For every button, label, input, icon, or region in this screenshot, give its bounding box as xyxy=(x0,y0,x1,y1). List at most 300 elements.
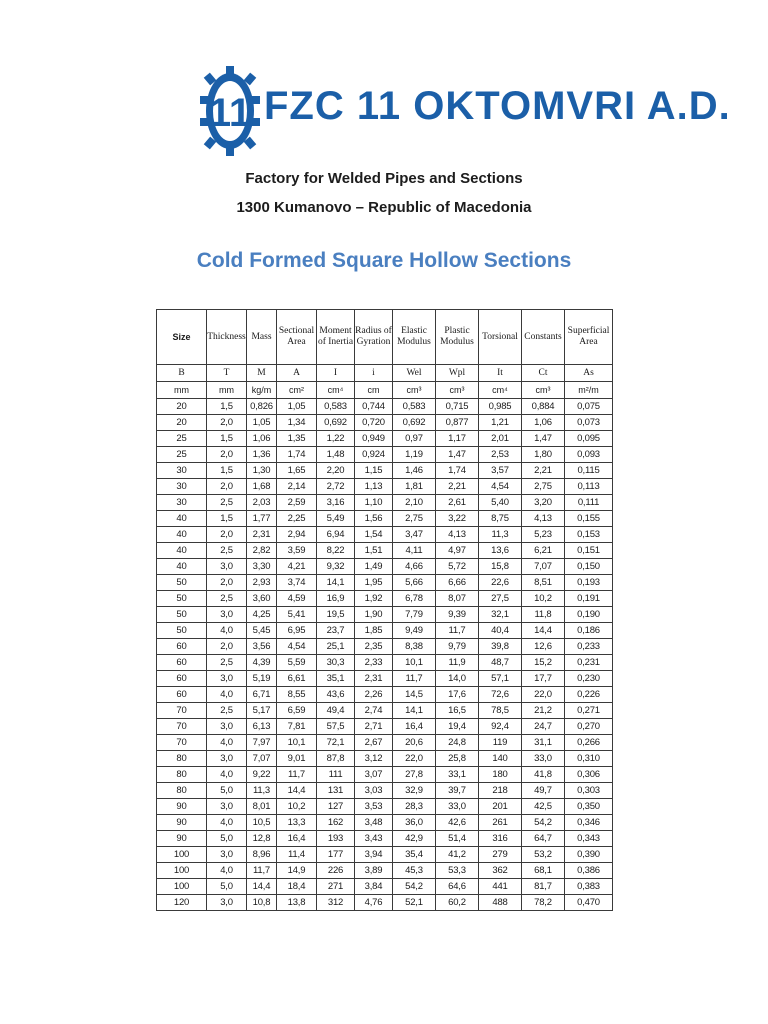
table-cell: 0,97 xyxy=(393,431,436,447)
table-row xyxy=(157,847,613,863)
table-cell: 0,720 xyxy=(355,415,393,431)
table-cell: 14,0 xyxy=(436,671,479,687)
table-cell: 16,9 xyxy=(317,591,355,607)
table-cell: 0,113 xyxy=(565,479,613,495)
table-row xyxy=(157,543,613,559)
table-row xyxy=(157,863,613,879)
table-cell: 41,8 xyxy=(522,767,565,783)
table-cell: 87,8 xyxy=(317,751,355,767)
table-cell: 41,2 xyxy=(436,847,479,863)
table-cell: 4,0 xyxy=(207,623,247,639)
table-cell: 1,65 xyxy=(277,463,317,479)
table-cell: 8,51 xyxy=(522,575,565,591)
table-cell: 10,1 xyxy=(277,735,317,751)
table-cell: 2,59 xyxy=(277,495,317,511)
table-cell: 70 xyxy=(157,703,207,719)
table-cell: 11,9 xyxy=(436,655,479,671)
table-cell: 20 xyxy=(157,415,207,431)
table-cell: 3,0 xyxy=(207,607,247,623)
table-cell: 1,51 xyxy=(355,543,393,559)
table-cell: 78,5 xyxy=(479,703,522,719)
table-cell: 17,6 xyxy=(436,687,479,703)
table-cell: 27,8 xyxy=(393,767,436,783)
table-cell: 53,3 xyxy=(436,863,479,879)
table-cell: 6,21 xyxy=(522,543,565,559)
table-cell: 1,48 xyxy=(317,447,355,463)
unit-cell: mm xyxy=(157,382,207,399)
table-cell: 0,346 xyxy=(565,815,613,831)
table-row xyxy=(157,463,613,479)
table-cell: 9,39 xyxy=(436,607,479,623)
table-cell: 441 xyxy=(479,879,522,895)
table-cell: 1,13 xyxy=(355,479,393,495)
table-cell: 3,43 xyxy=(355,831,393,847)
company-address: 1300 Kumanovo – Republic of Macedonia xyxy=(236,199,532,216)
table-cell: 5,17 xyxy=(247,703,277,719)
table-row xyxy=(157,671,613,687)
table-cell: 14,1 xyxy=(317,575,355,591)
unit-cell: cm³ xyxy=(436,382,479,399)
symbol-cell: Wel xyxy=(393,365,436,382)
table-cell: 5,19 xyxy=(247,671,277,687)
symbol-cell: B xyxy=(157,365,207,382)
table-cell: 33,0 xyxy=(522,751,565,767)
table-cell: 10,1 xyxy=(393,655,436,671)
table-cell: 39,7 xyxy=(436,783,479,799)
table-cell: 81,7 xyxy=(522,879,565,895)
table-cell: 13,6 xyxy=(479,543,522,559)
table-cell: 64,7 xyxy=(522,831,565,847)
symbol-cell: i xyxy=(355,365,393,382)
table-cell: 1,34 xyxy=(277,415,317,431)
table-cell: 7,07 xyxy=(247,751,277,767)
table-row xyxy=(157,431,613,447)
table-cell: 1,05 xyxy=(247,415,277,431)
page-title: Cold Formed Square Hollow Sections xyxy=(196,249,572,272)
unit-cell: cm xyxy=(355,382,393,399)
table-cell: 4,25 xyxy=(247,607,277,623)
table-row xyxy=(157,559,613,575)
table-cell: 5,49 xyxy=(317,511,355,527)
symbol-cell: Ct xyxy=(522,365,565,382)
table-cell: 4,0 xyxy=(207,687,247,703)
table-cell: 0,231 xyxy=(565,655,613,671)
table-cell: 72,6 xyxy=(479,687,522,703)
table-cell: 3,84 xyxy=(355,879,393,895)
symbol-cell: A xyxy=(277,365,317,382)
table-cell: 3,48 xyxy=(355,815,393,831)
table-cell: 0,303 xyxy=(565,783,613,799)
table-cell: 6,66 xyxy=(436,575,479,591)
table-cell: 11,8 xyxy=(522,607,565,623)
table-cell: 1,49 xyxy=(355,559,393,575)
table-cell: 4,0 xyxy=(207,735,247,751)
unit-cell: mm xyxy=(207,382,247,399)
table-row xyxy=(157,703,613,719)
table-cell: 16,5 xyxy=(436,703,479,719)
table-cell: 51,4 xyxy=(436,831,479,847)
table-cell: 9,32 xyxy=(317,559,355,575)
company-logo xyxy=(200,64,731,164)
table-cell: 40 xyxy=(157,527,207,543)
table-cell: 18,4 xyxy=(277,879,317,895)
table-cell: 9,79 xyxy=(436,639,479,655)
table-cell: 4,0 xyxy=(207,815,247,831)
table-cell: 25,8 xyxy=(436,751,479,767)
table-cell: 488 xyxy=(479,895,522,911)
table-cell: 3,22 xyxy=(436,511,479,527)
table-cell: 0,155 xyxy=(565,511,613,527)
table-cell: 1,46 xyxy=(393,463,436,479)
table-cell: 24,7 xyxy=(522,719,565,735)
table-row xyxy=(157,447,613,463)
table-cell: 100 xyxy=(157,879,207,895)
table-cell: 52,1 xyxy=(393,895,436,911)
table-cell: 1,5 xyxy=(207,511,247,527)
header-cell: Elastic Modulus xyxy=(393,310,436,365)
table-cell: 4,21 xyxy=(277,559,317,575)
table-cell: 14,4 xyxy=(277,783,317,799)
table-cell: 3,03 xyxy=(355,783,393,799)
table-cell: 25 xyxy=(157,447,207,463)
table-cell: 2,94 xyxy=(277,527,317,543)
table-row xyxy=(157,815,613,831)
table-cell: 60 xyxy=(157,671,207,687)
table-cell: 9,49 xyxy=(393,623,436,639)
table-cell: 119 xyxy=(479,735,522,751)
table-cell: 0,985 xyxy=(479,399,522,415)
table-cell: 40,4 xyxy=(479,623,522,639)
table-cell: 2,25 xyxy=(277,511,317,527)
table-cell: 0,233 xyxy=(565,639,613,655)
header-row-descriptions xyxy=(157,310,613,365)
table-cell: 14,5 xyxy=(393,687,436,703)
table-cell: 72,1 xyxy=(317,735,355,751)
symbol-cell: It xyxy=(479,365,522,382)
unit-cell: cm³ xyxy=(522,382,565,399)
table-cell: 6,59 xyxy=(277,703,317,719)
table-cell: 22,6 xyxy=(479,575,522,591)
table-cell: 8,96 xyxy=(247,847,277,863)
table-row xyxy=(157,783,613,799)
symbol-cell: As xyxy=(565,365,613,382)
table-cell: 30 xyxy=(157,463,207,479)
table-row xyxy=(157,687,613,703)
table-cell: 0,715 xyxy=(436,399,479,415)
table-cell: 0,386 xyxy=(565,863,613,879)
table-cell: 53,2 xyxy=(522,847,565,863)
table-cell: 4,59 xyxy=(277,591,317,607)
table-cell: 14,4 xyxy=(522,623,565,639)
table-cell: 90 xyxy=(157,815,207,831)
header-cell: Mass xyxy=(247,310,277,365)
table-cell: 30,3 xyxy=(317,655,355,671)
table-cell: 20,6 xyxy=(393,735,436,751)
table-cell: 32,9 xyxy=(393,783,436,799)
table-cell: 90 xyxy=(157,831,207,847)
table-cell: 10,5 xyxy=(247,815,277,831)
table-cell: 6,71 xyxy=(247,687,277,703)
table-cell: 11,7 xyxy=(393,671,436,687)
table-cell: 2,31 xyxy=(247,527,277,543)
table-cell: 50 xyxy=(157,623,207,639)
table-cell: 2,61 xyxy=(436,495,479,511)
table-cell: 2,53 xyxy=(479,447,522,463)
table-cell: 140 xyxy=(479,751,522,767)
table-cell: 2,20 xyxy=(317,463,355,479)
table-cell: 261 xyxy=(479,815,522,831)
table-cell: 3,53 xyxy=(355,799,393,815)
table-cell: 12,6 xyxy=(522,639,565,655)
table-cell: 22,0 xyxy=(393,751,436,767)
table-cell: 2,72 xyxy=(317,479,355,495)
table-cell: 1,95 xyxy=(355,575,393,591)
table-cell: 42,6 xyxy=(436,815,479,831)
table-row xyxy=(157,495,613,511)
table-cell: 5,41 xyxy=(277,607,317,623)
table-cell: 5,66 xyxy=(393,575,436,591)
table-cell: 78,2 xyxy=(522,895,565,911)
table-cell: 30 xyxy=(157,495,207,511)
table-cell: 3,12 xyxy=(355,751,393,767)
table-cell: 11,7 xyxy=(277,767,317,783)
table-row xyxy=(157,479,613,495)
table-cell: 4,0 xyxy=(207,767,247,783)
table-cell: 0,093 xyxy=(565,447,613,463)
table-cell: 0,270 xyxy=(565,719,613,735)
table-cell: 180 xyxy=(479,767,522,783)
table-cell: 6,78 xyxy=(393,591,436,607)
table-cell: 20 xyxy=(157,399,207,415)
table-cell: 3,0 xyxy=(207,799,247,815)
table-cell: 201 xyxy=(479,799,522,815)
table-cell: 3,0 xyxy=(207,671,247,687)
table-cell: 5,23 xyxy=(522,527,565,543)
table-row xyxy=(157,831,613,847)
table-cell: 5,0 xyxy=(207,831,247,847)
table-cell: 127 xyxy=(317,799,355,815)
table-cell: 0,075 xyxy=(565,399,613,415)
table-cell: 10,8 xyxy=(247,895,277,911)
table-cell: 40 xyxy=(157,559,207,575)
table-cell: 5,0 xyxy=(207,783,247,799)
table-cell: 11,7 xyxy=(436,623,479,639)
table-cell: 226 xyxy=(317,863,355,879)
table-row xyxy=(157,399,613,415)
table-cell: 70 xyxy=(157,719,207,735)
table-cell: 0,095 xyxy=(565,431,613,447)
table-cell: 30 xyxy=(157,479,207,495)
header-cell: Size xyxy=(157,310,207,365)
table-cell: 2,10 xyxy=(393,495,436,511)
table-cell: 2,35 xyxy=(355,639,393,655)
table-cell: 92,4 xyxy=(479,719,522,735)
table-cell: 0,310 xyxy=(565,751,613,767)
table-cell: 80 xyxy=(157,783,207,799)
table-cell: 0,744 xyxy=(355,399,393,415)
table-row xyxy=(157,639,613,655)
table-cell: 2,74 xyxy=(355,703,393,719)
table-cell: 33,0 xyxy=(436,799,479,815)
table-cell: 10,2 xyxy=(522,591,565,607)
header-cell: Constants xyxy=(522,310,565,365)
table-cell: 0,266 xyxy=(565,735,613,751)
table-cell: 43,6 xyxy=(317,687,355,703)
table-cell: 3,47 xyxy=(393,527,436,543)
table-cell: 4,0 xyxy=(207,863,247,879)
table-cell: 1,36 xyxy=(247,447,277,463)
table-cell: 70 xyxy=(157,735,207,751)
table-row xyxy=(157,735,613,751)
table-cell: 1,19 xyxy=(393,447,436,463)
table-cell: 0,193 xyxy=(565,575,613,591)
header-row-symbols xyxy=(157,365,613,382)
table-cell: 8,01 xyxy=(247,799,277,815)
table-cell: 3,0 xyxy=(207,559,247,575)
table-cell: 8,22 xyxy=(317,543,355,559)
table-cell: 4,66 xyxy=(393,559,436,575)
table-cell: 2,0 xyxy=(207,575,247,591)
table-cell: 312 xyxy=(317,895,355,911)
table-cell: 3,60 xyxy=(247,591,277,607)
table-cell: 1,81 xyxy=(393,479,436,495)
table-cell: 2,93 xyxy=(247,575,277,591)
table-body xyxy=(157,399,613,911)
table-cell: 4,13 xyxy=(522,511,565,527)
table-cell: 50 xyxy=(157,607,207,623)
table-cell: 177 xyxy=(317,847,355,863)
table-cell: 19,5 xyxy=(317,607,355,623)
table-cell: 64,6 xyxy=(436,879,479,895)
table-cell: 5,40 xyxy=(479,495,522,511)
table-row xyxy=(157,751,613,767)
header-cell: Plastic Modulus xyxy=(436,310,479,365)
table-cell: 39,8 xyxy=(479,639,522,655)
table-cell: 1,21 xyxy=(479,415,522,431)
table-cell: 7,79 xyxy=(393,607,436,623)
table-cell: 11,7 xyxy=(247,863,277,879)
table-cell: 8,07 xyxy=(436,591,479,607)
company-description: Factory for Welded Pipes and Sections xyxy=(245,170,523,187)
table-cell: 0,350 xyxy=(565,799,613,815)
table-cell: 28,3 xyxy=(393,799,436,815)
table-cell: 80 xyxy=(157,751,207,767)
table-cell: 0,115 xyxy=(565,463,613,479)
table-cell: 2,31 xyxy=(355,671,393,687)
table-cell: 32,1 xyxy=(479,607,522,623)
table-cell: 4,39 xyxy=(247,655,277,671)
table-cell: 16,4 xyxy=(277,831,317,847)
gear-emblem-icon xyxy=(200,64,260,162)
table-cell: 31,1 xyxy=(522,735,565,751)
table-cell: 0,111 xyxy=(565,495,613,511)
table-cell: 4,76 xyxy=(355,895,393,911)
symbol-cell: T xyxy=(207,365,247,382)
table-row xyxy=(157,655,613,671)
table-cell: 1,47 xyxy=(436,447,479,463)
table-cell: 57,5 xyxy=(317,719,355,735)
table-row xyxy=(157,879,613,895)
table-cell: 6,94 xyxy=(317,527,355,543)
header-cell: Radius of Gyration xyxy=(355,310,393,365)
table-cell: 2,0 xyxy=(207,639,247,655)
symbol-cell: Wpl xyxy=(436,365,479,382)
table-cell: 6,13 xyxy=(247,719,277,735)
table-cell: 2,03 xyxy=(247,495,277,511)
table-cell: 3,56 xyxy=(247,639,277,655)
table-row xyxy=(157,591,613,607)
table-cell: 9,01 xyxy=(277,751,317,767)
table-cell: 3,0 xyxy=(207,751,247,767)
table-cell: 362 xyxy=(479,863,522,879)
table-cell: 1,35 xyxy=(277,431,317,447)
table-cell: 0,343 xyxy=(565,831,613,847)
table-cell: 24,8 xyxy=(436,735,479,751)
table-cell: 54,2 xyxy=(522,815,565,831)
table-cell: 3,30 xyxy=(247,559,277,575)
table-cell: 2,0 xyxy=(207,447,247,463)
unit-cell: m²/m xyxy=(565,382,613,399)
table-cell: 80 xyxy=(157,767,207,783)
table-cell: 1,06 xyxy=(522,415,565,431)
table-cell: 7,97 xyxy=(247,735,277,751)
table-cell: 3,89 xyxy=(355,863,393,879)
table-cell: 0,186 xyxy=(565,623,613,639)
table-cell: 6,95 xyxy=(277,623,317,639)
table-cell: 1,30 xyxy=(247,463,277,479)
table-cell: 3,94 xyxy=(355,847,393,863)
table-cell: 21,2 xyxy=(522,703,565,719)
table-cell: 0,153 xyxy=(565,527,613,543)
table-cell: 0,306 xyxy=(565,767,613,783)
table-cell: 6,61 xyxy=(277,671,317,687)
table-cell: 13,8 xyxy=(277,895,317,911)
table-cell: 11,3 xyxy=(247,783,277,799)
table-cell: 218 xyxy=(479,783,522,799)
table-row xyxy=(157,895,613,911)
table-cell: 9,22 xyxy=(247,767,277,783)
table-cell: 2,26 xyxy=(355,687,393,703)
table-cell: 162 xyxy=(317,815,355,831)
table-row xyxy=(157,415,613,431)
unit-cell: cm⁴ xyxy=(317,382,355,399)
table-cell: 4,54 xyxy=(479,479,522,495)
table-cell: 2,0 xyxy=(207,415,247,431)
table-cell: 3,57 xyxy=(479,463,522,479)
table-cell: 0,583 xyxy=(317,399,355,415)
table-cell: 60,2 xyxy=(436,895,479,911)
table-cell: 2,21 xyxy=(436,479,479,495)
table-cell: 27,5 xyxy=(479,591,522,607)
table-cell: 23,7 xyxy=(317,623,355,639)
table-cell: 1,5 xyxy=(207,399,247,415)
table-row xyxy=(157,527,613,543)
table-cell: 40 xyxy=(157,511,207,527)
table-cell: 49,4 xyxy=(317,703,355,719)
table-cell: 33,1 xyxy=(436,767,479,783)
table-cell: 0,692 xyxy=(317,415,355,431)
table-cell: 2,75 xyxy=(393,511,436,527)
header-cell: Sectional Area xyxy=(277,310,317,365)
table-cell: 10,2 xyxy=(277,799,317,815)
table-cell: 2,5 xyxy=(207,495,247,511)
table-row xyxy=(157,607,613,623)
header-cell: Superficial Area xyxy=(565,310,613,365)
table-cell: 4,54 xyxy=(277,639,317,655)
table-cell: 120 xyxy=(157,895,207,911)
table-cell: 2,82 xyxy=(247,543,277,559)
table-cell: 3,0 xyxy=(207,895,247,911)
